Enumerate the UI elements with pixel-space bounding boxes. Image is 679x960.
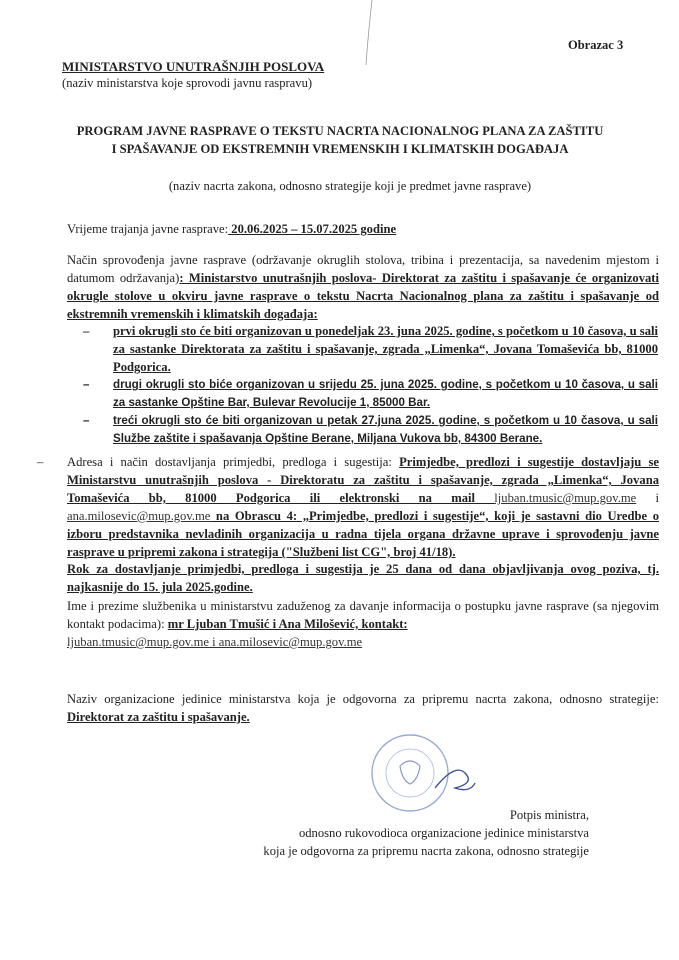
official-stamp	[360, 728, 490, 818]
unit-section	[67, 690, 659, 726]
title-line-1: PROGRAM JAVNE RASPRAVE O TEKSTU NACRTA NACIONALNOG PLANA ZA ZAŠTITU	[76, 124, 604, 138]
ministry-note: (naziv ministarstva koje sprovodi javnu raspravu)	[62, 76, 313, 90]
round-table-text: prvi okrugli sto će biti organizovan u ponedeljak 23. juna 2025. godine, s početkom u 10 časova, u sali za sastanke Direktorata za zaštitu i spašavanje, zgrada „Limenka“, Jovana Tomaševića bb, 81000 Podgorica.	[113, 324, 658, 374]
signature	[435, 770, 475, 790]
address-label: Adresa i način dostavljanja primjedbi, predloga i sugestija:	[67, 455, 400, 469]
contact-section	[67, 597, 659, 651]
duration-label: Vrijeme trajanja javne rasprave:	[67, 222, 229, 236]
contact-label: Ime i prezime službenika u ministarstvu zaduženog za davanje informacija o postupku javne rasprave (sa njegovim kontakt podacima):	[67, 599, 659, 631]
method-label: Način sprovođenja javne rasprave (održavanje okruglih stolova, tribina i prezentacija, sa navedenim mjestom i datumom održavanja)	[67, 253, 659, 285]
unit-label: Naziv organizacione jedinice ministarstva koja je odgovorna za pripremu nacrta zakona, odnosno strategije:	[67, 692, 659, 706]
address-section	[67, 453, 659, 561]
duration-value: 20.06.2025 – 15.07.2025 godine	[228, 222, 397, 236]
signature-line: Potpis ministra,	[509, 808, 589, 822]
signature-line: koja je odgovorna za pripremu nacrta zakona, odnosno strategije	[263, 844, 589, 858]
round-table-list	[83, 322, 658, 448]
email-link[interactable]: ana.milosevic@mup.gov.me	[67, 509, 211, 523]
unit-value: Direktorat za zaštitu i spašavanje.	[67, 710, 250, 724]
signature-line: odnosno rukovodioca organizacione jedinice ministarstva	[298, 826, 589, 840]
title-note: (naziv nacrta zakona, odnosno strategije koji je predmet javne rasprave)	[168, 179, 532, 193]
round-table-item: – drugi okrugli sto biće organizovan u srijedu 25. juna 2025. godine, s početkom u 10 časova, u sali za sastanke Opštine Bar, Bulevar Revolucije 1, 85000 Bar.	[83, 378, 658, 409]
duration	[67, 222, 396, 237]
dash-marker: –	[37, 455, 44, 469]
signature-block	[263, 806, 589, 860]
round-table-text: treći okrugli sto će biti organizovan u petak 27.juna 2025. godine, s početkom u 10 časova, u sali Službe zaštite i spašavanja Opštine Berane, Miljana Vukova bb, 84300 Berane.	[113, 414, 658, 445]
contact-email-link[interactable]: ljuban.tmusic@mup.gov.me	[67, 635, 209, 649]
address-value-2: na Obrascu 4: „Primjedbe, predlozi i sugestije“, koji je sastavni dio Uredbe o izboru predstavnika nevladinih organizacija u radna tijela organa državne uprave i sprovođenju javne rasprave u pripremi zakona i strategija ("Službeni list CG", broj 41/18).	[67, 509, 659, 559]
method-section	[67, 251, 659, 323]
and-text: i	[636, 491, 659, 505]
title-line-2: I SPAŠAVANJE OD EKSTREMNIH VREMENSKIH I KLIMATSKIH DOGAĐAJA	[111, 142, 569, 156]
method-value: : Ministarstvo unutrašnjih poslova- Direktorat za zaštitu i spašavanje će organizovati okrugle stolove u okviru javne rasprave o tekstu Nacrta Nacionalnog plana za zaštitu i spašavanje od ekstremnih vremenskih i klimatskih događaja:	[67, 271, 659, 321]
ministry-name: MINISTARSTVO UNUTRAŠNJIH POSLOVA	[62, 59, 325, 74]
email-link[interactable]: ljuban.tmusic@mup.gov.me	[494, 491, 637, 505]
form-label: Obrazac 3	[568, 38, 624, 52]
round-table-text: drugi okrugli sto biće organizovan u srijedu 25. juna 2025. godine, s početkom u 10 časova, u sali za sastanke Opštine Bar, Bulevar Revolucije 1, 85000 Bar.	[113, 378, 658, 409]
contact-value: mr Ljuban Tmušić i Ana Milošević, kontakt:	[167, 617, 408, 631]
contact-email-link[interactable]: i ana.milosevic@mup.gov.me	[208, 635, 363, 649]
scan-mark	[360, 0, 380, 70]
deadline: Rok za dostavljanje primjedbi, predloga i sugestija je 25 dana od dana objavljivanja ovog poziva, tj. najkasnije do 15. jula 2025.godine.	[67, 562, 659, 594]
address-value: Primjedbe, predlozi i sugestije dostavljaju se Ministarstvu unutrašnjih poslova - Direktoratu za zaštitu i spašavanje, zgrada „Limenka“, Jovana Tomaševića bb, 81000 Podgorica ili elektronski na mail	[67, 455, 659, 505]
round-table-item: – prvi okrugli sto će biti organizovan u ponedeljak 23. juna 2025. godine, s početkom u 10 časova, u sali za sastanke Direktorata za zaštitu i spašavanje, zgrada „Limenka“, Jovana Tomaševića bb, 81000 Podgorica.	[83, 324, 658, 374]
round-table-item: – treći okrugli sto će biti organizovan u petak 27.juna 2025. godine, s početkom u 10 časova, u sali Službe zaštite i spašavanja Opštine Berane, Miljana Vukova bb, 84300 Berane.	[83, 414, 658, 445]
page-title	[40, 122, 640, 158]
